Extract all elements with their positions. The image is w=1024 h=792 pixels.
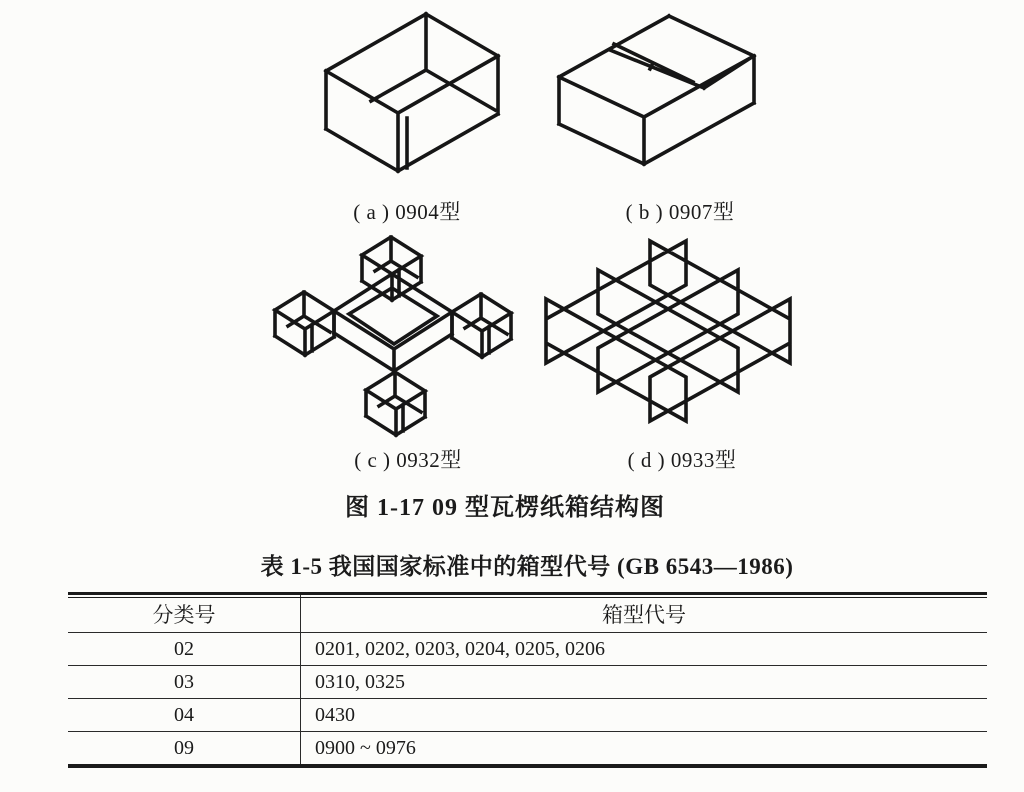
cell-category: 03 [174, 670, 194, 693]
box-code-table [68, 592, 987, 768]
table-row [68, 632, 987, 665]
subfigure-label-a: ( a ) 0904型 [353, 200, 461, 224]
subfigure-label-c: ( c ) 0932型 [354, 448, 462, 472]
box-0907-drawing [546, 4, 772, 190]
cell-codes: 0430 [300, 699, 987, 731]
fitment-0932-drawing [252, 226, 534, 440]
partition-0933-drawing [543, 226, 795, 438]
box-0904-drawing [298, 4, 510, 190]
table-row [68, 698, 987, 731]
cell-codes: 0310, 0325 [300, 666, 987, 698]
cell-category: 09 [174, 736, 194, 759]
subfigure-label-b: ( b ) 0907型 [625, 200, 735, 224]
table-row [68, 665, 987, 698]
figure-caption: 图 1-17 09 型瓦楞纸箱结构图 [345, 495, 665, 521]
cell-category: 02 [174, 637, 194, 660]
cell-codes: 0900 ~ 0976 [300, 732, 987, 764]
header-codes: 箱型代号 [300, 595, 987, 632]
table-row [68, 731, 987, 764]
header-category: 分类号 [152, 602, 216, 627]
cell-category: 04 [174, 703, 194, 726]
table-header-row [68, 595, 987, 632]
subfigure-label-d: ( d ) 0933型 [627, 448, 737, 472]
table-title: 表 1-5 我国国家标准中的箱型代号 (GB 6543—1986) [260, 554, 794, 579]
cell-codes: 0201, 0202, 0203, 0204, 0205, 0206 [300, 633, 987, 665]
